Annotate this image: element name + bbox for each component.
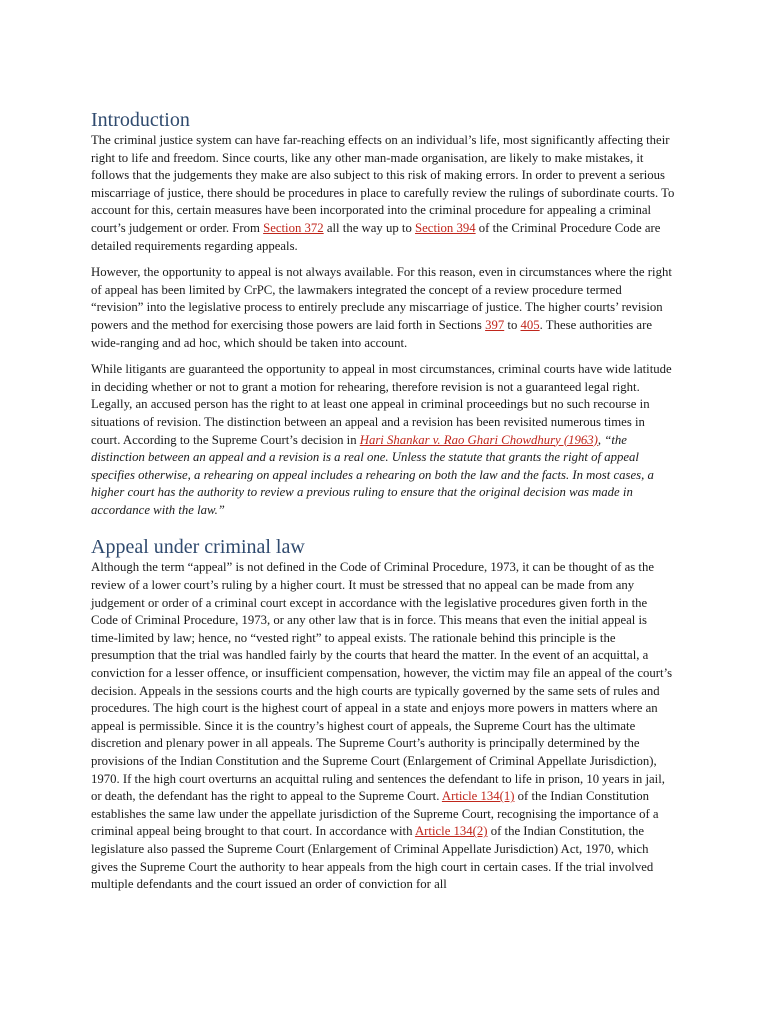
article-134-1-link[interactable]: Article 134(1): [441, 789, 515, 804]
text-run: . These authorities are wide-ranging and ad hoc, which should be taken into account.: [91, 317, 652, 350]
text-run: However, the opportunity to appeal is not always available. For this reason, even in circumstances where the right of appeal has been limited by CrPC, the lawmakers integrated the concept of a review procedure termed “revision” into the legislative process to entirely preclude any miscarriage of justice. The higher courts’ revision powers and the method for exercising those powers are laid forth in Sections: [91, 265, 672, 332]
text-run: of the Indian Constitution, the legislature also passed the Supreme Court (Enlargement of Criminal Appellate Jurisdiction) Act, 1970, which gives the Supreme Court the authority to hear appeals from the high court in certain cases. If the trial involved multiple defendants and the court issued an order of conviction for all: [91, 824, 654, 892]
intro-paragraph-1: [91, 132, 677, 255]
document-page: [91, 108, 677, 894]
section-394-link[interactable]: Section 394: [415, 220, 476, 235]
appeal-paragraph-1: [91, 559, 677, 893]
case-quotation: “the distinction between an appeal and a revision is a real one. Unless the statute that grants the right of appeal specifies otherwise, a rehearing on appeal includes a rehearing on both the law and the facts. In most cases, a higher court has the authority to review a previous ruling to ensure that the original decision was made in accordance with the law.”: [91, 432, 654, 517]
text-run: to: [504, 317, 521, 332]
intro-paragraph-2: [91, 264, 677, 352]
text-run: The criminal justice system can have far-reaching effects on an individual’s life, most significantly affecting their right to life and freedom. Since courts, like any other man-made organisation, are likely to make mistakes, it follows that the judgements they make are also subject to this risk of making errors. In order to prevent a serious miscarriage of justice, there should be procedures in place to carefully review the rulings of subordinate courts. To account for this, certain measures have been incorporated into the criminal procedure for appealing a criminal court’s judgement or order. From: [91, 133, 675, 235]
section-heading-appeal-under-criminal-law: Appeal under criminal law: [91, 536, 305, 559]
hari-shankar-case-link[interactable]: Hari Shankar v. Rao Ghari Chowdhury (1963): [359, 432, 598, 447]
text-run: Although the term “appeal” is not defined in the Code of Criminal Procedure, 1973, it can be thought of as the review of a lower court’s ruling by a higher court. It must be stressed that no appeal can be made from any judgement or order of a criminal court except in accordance with the legislative procedures given forth in the Code of Criminal Procedure, 1973, or any other law that is in force. This means that even the initial appeal is time-limited by law; hence, no “vested right” to appeal exists. The rationale behind this principle is the presumption that the trial was handled fairly by the courts that heard the matter. In the event of an acquittal, a conviction for a lesser offence, or insufficient compensation, however, the victim may file an appeal of the court’s decision. Appeals in the sessions courts and the high courts are typically governed by the same sets of rules and procedures. The high court is the highest court of appeal in a state and enjoys more powers in matters where an appeal is permissible. Since it is the country’s highest court of appeals, the Supreme Court has the ultimate discretion and plenary power in all appeals. The Supreme Court’s authority is principally determined by the provisions of the Indian Constitution and the Supreme Court (Enlargement of Criminal Appellate Jurisdiction), 1970. If the high court overturns an acquittal ruling and sentences the defendant to life in prison, 10 years in jail, or death, the defendant has the right to appeal to the Supreme Court.: [91, 560, 673, 804]
section-405-link[interactable]: 405: [520, 317, 540, 332]
text-run: ,: [597, 432, 605, 447]
section-397-link[interactable]: 397: [485, 317, 505, 332]
section-heading-introduction: Introduction: [91, 109, 190, 131]
text-run: of the Indian Constitution establishes the same law under the appellate jurisdiction of the Supreme Court, recognising the importance of a criminal appeal being brought to that court. In accordance with: [91, 789, 659, 839]
section-372-link[interactable]: Section 372: [263, 220, 324, 235]
text-run: all the way up to: [323, 220, 416, 235]
article-134-2-link[interactable]: Article 134(2): [414, 824, 488, 839]
intro-paragraph-3: [91, 361, 677, 519]
text-run: While litigants are guaranteed the opportunity to appeal in most circumstances, criminal courts have wide latitude in deciding whether or not to grant a motion for rehearing, therefore revision is not a guaranteed legal right. Legally, an accused person has the right to at least one appeal in criminal proceedings but no such recourse in situations of revision. The distinction between an appeal and a revision has been revisited numerous times in court. According to the Supreme Court’s decision in: [91, 362, 672, 447]
text-run: of the Criminal Procedure Code are detailed requirements regarding appeals.: [91, 220, 661, 253]
